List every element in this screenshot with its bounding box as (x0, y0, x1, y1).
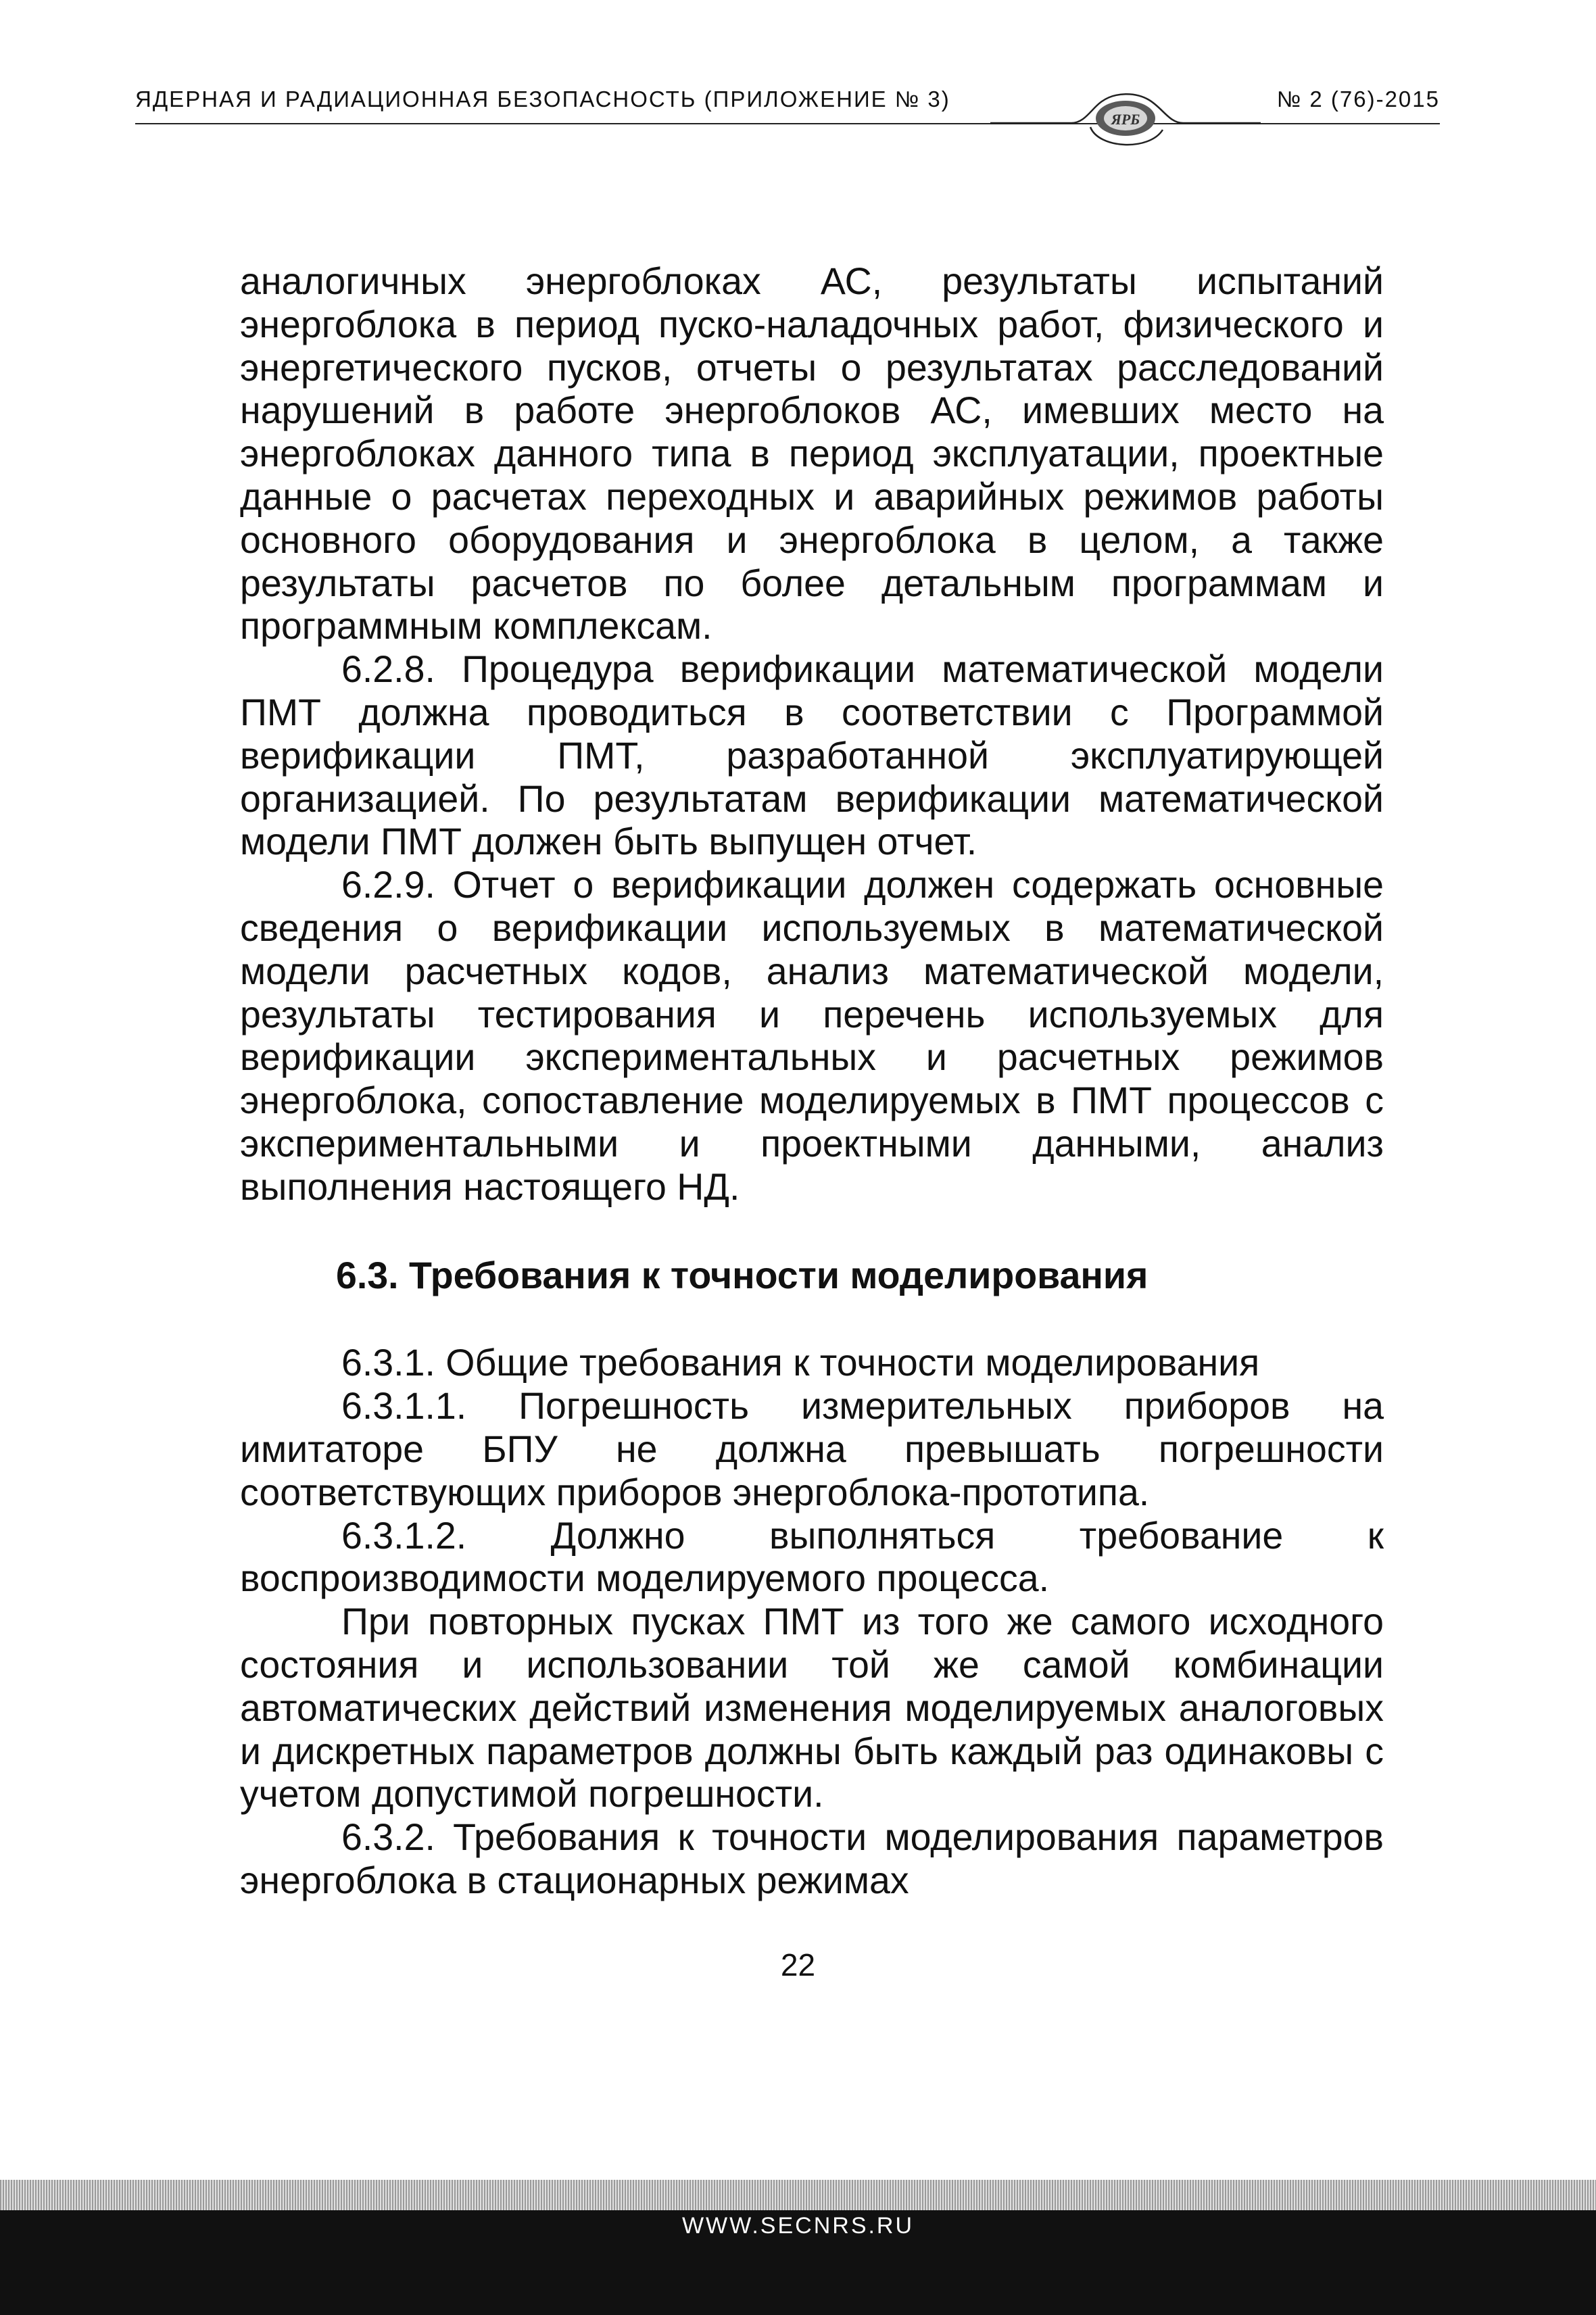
paragraph-reproducibility: При повторных пусках ПМТ из того же самого исходного состояния и использовании той же самой комбинации автоматических действий изменения моделируемых аналоговых и дискретных параметров должны быть каждый раз одинаковы с учетом допустимой погрешности. (240, 1601, 1384, 1816)
paragraph-6-3-1: 6.3.1. Общие требования к точности моделирования (341, 1342, 1260, 1384)
paragraph-continuation: аналогичных энергоблоках АС, результаты испытаний энергоблока в период пуско-наладочных работ, физического и энергетического пусков, отчеты о результатах расследований нарушений в работе энергоблоков АС, имевших место на энергоблоках данного типа в период эксплуатации, проектные данные о расчетах переходных и аварийных режимов работы основного оборудования и энергоблока в целом, а также результаты расчетов по более детальным программам и программным комплексам. (240, 260, 1384, 648)
footer-dither-band (0, 2180, 1596, 2210)
section-heading-6-3: 6.3. Требования к точности моделирования (336, 1254, 1148, 1296)
page-number: 22 (780, 1947, 816, 1982)
paragraph-6-3-2: 6.3.2. Требования к точности моделирования параметров энергоблока в стационарных режимах (240, 1816, 1384, 1901)
paragraph-6-2-8: 6.2.8. Процедура верификации математической модели ПМТ должна проводиться в соответствии с Программой верификации ПМТ, разработанной эксплуатирующей организацией. По результатам верификации математической модели ПМТ должен быть выпущен отчет. (240, 648, 1384, 863)
page-header (135, 81, 1440, 155)
logo-text: ЯРБ (1111, 111, 1140, 128)
page-content (240, 260, 1384, 1903)
paragraph-6-2-9: 6.2.9. Отчет о верификации должен содержать основные сведения о верификации используемых в математической модели расчетных кодов, анализ математической модели, результаты тестирования и перечень используемых для верификации экспериментальных и расчетных режимов энергоблока, сопоставление моделируемых в ПМТ процессов с экспериментальными и проектными данными, анализ выполнения настоящего НД. (240, 864, 1384, 1208)
issue-number: № 2 (76)-2015 (1276, 87, 1440, 112)
paragraph-6-3-1-1: 6.3.1.1. Погрешность измерительных приборов на имитаторе БПУ не должна превышать погрешности соответствующих приборов энергоблока-прототипа. (240, 1385, 1384, 1513)
journal-logo-icon (990, 81, 1261, 155)
paragraph-6-3-1-2: 6.3.1.2. Должно выполняться требование к воспроизводимости моделируемого процесса. (240, 1514, 1384, 1600)
footer-url: WWW.SECNRS.RU (681, 2213, 915, 2239)
journal-title: ЯДЕРНАЯ И РАДИАЦИОННАЯ БЕЗОПАСНОСТЬ (ПРИЛОЖЕНИЕ № 3) (135, 87, 950, 112)
